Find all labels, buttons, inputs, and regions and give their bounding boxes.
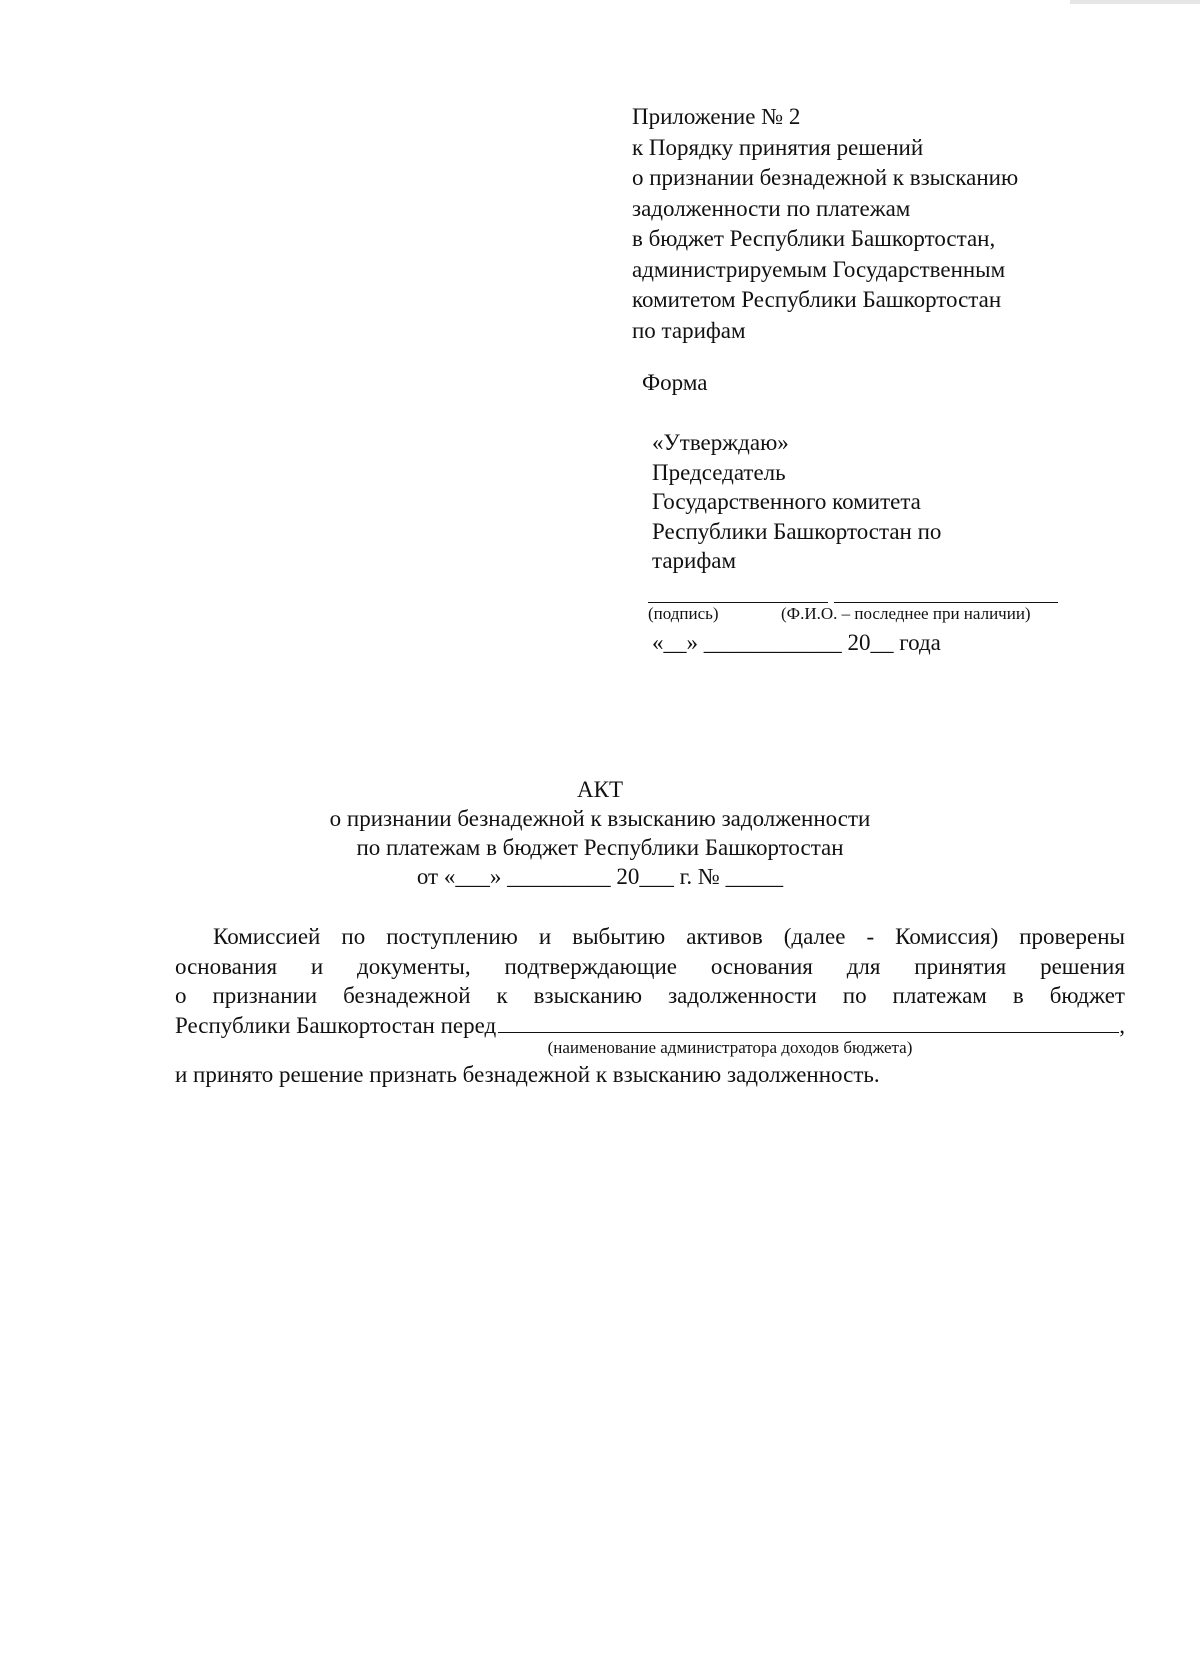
appendix-line: по тарифам: [632, 317, 746, 343]
word: взысканию: [533, 983, 643, 1008]
body-line-4-suffix: ,: [1119, 1012, 1125, 1038]
word: и: [310, 953, 324, 979]
appendix-header: [632, 102, 1152, 346]
name-caption: (Ф.И.О. – последнее при наличии): [781, 604, 1031, 623]
act-title: АКТ: [577, 777, 623, 802]
word: проверены: [1019, 924, 1125, 949]
word: поступлению: [386, 924, 518, 949]
word: выбытию: [572, 924, 666, 949]
body-line-4-prefix: Республики Башкортостан перед: [175, 1012, 497, 1038]
body-line-3: [175, 981, 1125, 1011]
appendix-line: задолженности по платежам: [632, 195, 911, 221]
act-date-number: от «___» _________ 20___ г. № _____: [416, 864, 784, 889]
approval-line: Государственного комитета: [652, 489, 921, 514]
word: в: [1012, 983, 1024, 1008]
body-line-2: [175, 952, 1125, 982]
word: подтверждающие: [504, 953, 677, 979]
approval-line: Председатель: [652, 459, 786, 485]
word: -: [866, 924, 875, 949]
administrator-blank: [498, 1014, 1119, 1033]
act-heading: [0, 775, 1200, 891]
act-subtitle: по платежам в бюджет Республики Башкортостан: [356, 835, 844, 860]
word: бюджет: [1049, 983, 1125, 1008]
appendix-line: о признании безнадежной к взысканию: [632, 165, 1019, 190]
approval-date-line: «__» ____________ 20__ года: [652, 630, 941, 655]
appendix-line: комитетом Республики Башкортостан: [632, 287, 1002, 312]
word: активов: [686, 924, 763, 949]
word: платежам: [892, 983, 987, 1008]
appendix-line: к Порядку принятия решений: [632, 134, 924, 160]
body-line-1: [175, 922, 1125, 952]
word: (далее: [783, 924, 846, 949]
body-final-line: и принято решение признать безнадежной к взысканию задолженность.: [175, 1062, 880, 1087]
approval-line: Республики Башкортостан по: [652, 518, 942, 544]
word: по: [842, 983, 867, 1008]
word: принятия: [914, 953, 1007, 979]
body-line-4: [175, 1011, 1125, 1041]
word: Комиссия): [895, 924, 999, 949]
word: признании: [212, 983, 318, 1008]
appendix-line: в бюджет Республики Башкортостан,: [632, 226, 996, 251]
appendix-line: администрируемым Государственным: [632, 256, 1006, 282]
word: по: [341, 924, 366, 949]
word: основания: [175, 953, 278, 979]
word: безнадежной: [343, 983, 471, 1008]
word: к: [496, 983, 508, 1008]
act-body: [175, 922, 1125, 1090]
signature-caption: (подпись): [648, 604, 719, 623]
word: основания: [710, 953, 813, 979]
approval-line: «Утверждаю»: [652, 430, 789, 455]
administrator-caption: (наименование администратора доходов бюджета): [547, 1038, 913, 1057]
form-label: Форма: [642, 370, 708, 395]
word: о: [175, 983, 187, 1008]
word: и: [538, 924, 552, 949]
approval-block: [652, 428, 1132, 576]
act-subtitle: о признании безнадежной к взысканию задолженности: [329, 806, 871, 831]
word: решения: [1040, 953, 1125, 979]
word: задолженности: [668, 983, 817, 1008]
word: Комиссией: [213, 924, 321, 949]
word: документы,: [357, 953, 471, 979]
appendix-line: Приложение № 2: [632, 104, 801, 129]
word: для: [846, 953, 881, 979]
scan-artifact: [1070, 0, 1200, 4]
approval-line: тарифам: [652, 548, 737, 573]
